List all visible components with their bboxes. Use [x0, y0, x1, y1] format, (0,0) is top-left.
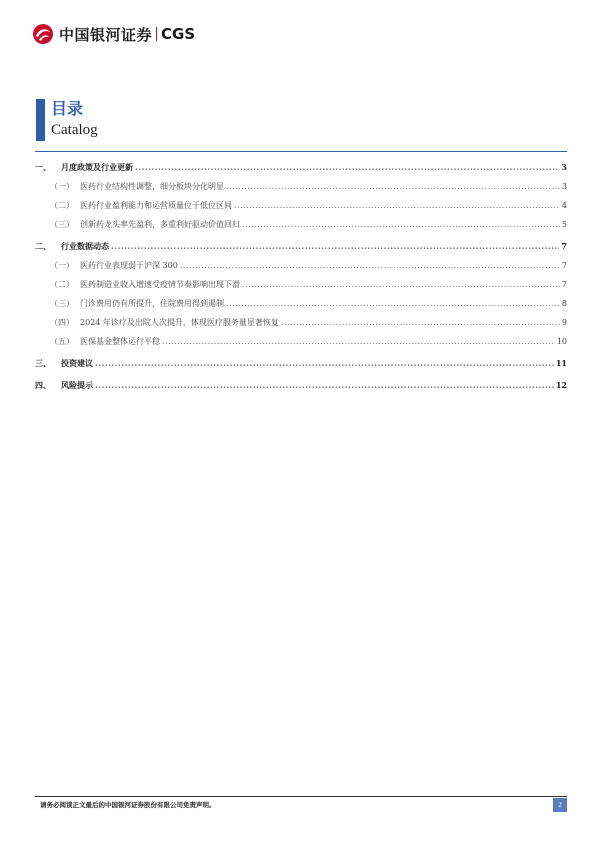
toc-dot-leader [162, 332, 555, 351]
toc-divider [35, 151, 567, 152]
toc-entry-label: 月度政策及行业更新 [61, 162, 133, 172]
toc-entry-label: 风险提示 [61, 380, 93, 390]
toc-entry-page: 8 [561, 299, 567, 308]
toc-entry-page: 7 [561, 280, 567, 289]
toc-entry-label: 门诊费用仍有所提升，住院费用得到遏制 [80, 299, 224, 308]
toc-entry-label: 医药行业表现弱于沪深 300 [80, 261, 178, 270]
toc-entry-label: 医保基金整体运行平稳 [80, 337, 160, 346]
toc-dot-leader [95, 375, 554, 395]
toc-entry-page: 11 [555, 358, 567, 368]
page-title: 目录 [51, 99, 84, 118]
logo-separator [156, 27, 157, 41]
toc-entry-number: （二） [50, 280, 74, 289]
toc-subsection-entry[interactable] [35, 275, 567, 294]
toc-section-entry[interactable] [35, 375, 567, 395]
toc-entry-page: 7 [561, 261, 567, 270]
table-of-contents [35, 155, 567, 395]
toc-entry-number: 一、 [35, 162, 51, 172]
toc-dot-leader [135, 157, 559, 177]
toc-entry-page: 4 [561, 201, 567, 210]
toc-entry-page: 7 [561, 241, 567, 251]
toc-subsection-entry[interactable] [35, 332, 567, 351]
toc-subsection-entry[interactable] [35, 196, 567, 215]
toc-entry-number: （一） [50, 182, 74, 191]
toc-subsection-entry[interactable] [35, 256, 567, 275]
toc-subsection-entry[interactable] [35, 294, 567, 313]
toc-entry-label: 创新药龙头率先盈利，多重利好驱动价值回归 [80, 220, 240, 229]
toc-entry-page: 3 [561, 182, 567, 191]
toc-entry-number: （三） [50, 220, 74, 229]
toc-entry-label: 行业数据动态 [61, 241, 109, 251]
toc-entry-number: 二、 [35, 241, 51, 251]
toc-entry-number: （五） [50, 337, 74, 346]
toc-dot-leader [180, 256, 560, 275]
toc-entry-number: （三） [50, 299, 74, 308]
footer-disclaimer: 请务必阅读正文最后的中国银河证券股份有限公司免责声明。 [40, 801, 216, 809]
toc-dot-leader [226, 177, 560, 196]
toc-dot-leader [281, 313, 560, 332]
page-subtitle: Catalog [51, 122, 98, 138]
toc-entry-page: 12 [555, 380, 567, 390]
toc-entry-label: 2024 年诊疗及出院人次提升，体现医疗服务量显著恢复 [80, 318, 279, 327]
toc-dot-leader [111, 236, 559, 256]
toc-dot-leader [242, 215, 560, 234]
toc-entry-page: 3 [561, 162, 567, 172]
logo-english-name: CGS [161, 25, 196, 43]
toc-dot-leader [234, 196, 560, 215]
toc-entry-number: 三、 [35, 358, 51, 368]
galaxy-logo-icon [32, 23, 54, 45]
toc-entry-page: 10 [556, 337, 567, 346]
toc-subsection-entry[interactable] [35, 215, 567, 234]
toc-dot-leader [226, 294, 560, 313]
toc-dot-leader [242, 275, 560, 294]
toc-entry-page: 5 [561, 220, 567, 229]
toc-entry-label: 医药行业盈利能力和运营质量位于低位区间 [80, 201, 232, 210]
toc-entry-number: 四、 [35, 380, 51, 390]
toc-entry-number: （二） [50, 201, 74, 210]
toc-entry-number: （四） [50, 318, 74, 327]
toc-section-entry[interactable] [35, 157, 567, 177]
toc-entry-label: 医药制造业收入增速受疫情节奏影响出现下滑 [80, 280, 240, 289]
toc-subsection-entry[interactable] [35, 313, 567, 332]
toc-section-entry[interactable] [35, 353, 567, 373]
toc-entry-label: 医药行业结构性调整，细分板块分化明显 [80, 182, 224, 191]
footer-divider [35, 796, 567, 797]
toc-subsection-entry[interactable] [35, 177, 567, 196]
toc-entry-label: 投资建议 [61, 358, 93, 368]
page-number: 2 [553, 798, 567, 812]
toc-entry-page: 9 [561, 318, 567, 327]
title-accent-bar [36, 99, 45, 141]
toc-section-entry[interactable] [35, 236, 567, 256]
toc-entry-number: （一） [50, 261, 74, 270]
toc-dot-leader [95, 353, 554, 373]
logo-chinese-name: 中国银河证券 [59, 25, 153, 44]
company-logo [32, 22, 195, 46]
catalog-title-block [36, 99, 98, 141]
